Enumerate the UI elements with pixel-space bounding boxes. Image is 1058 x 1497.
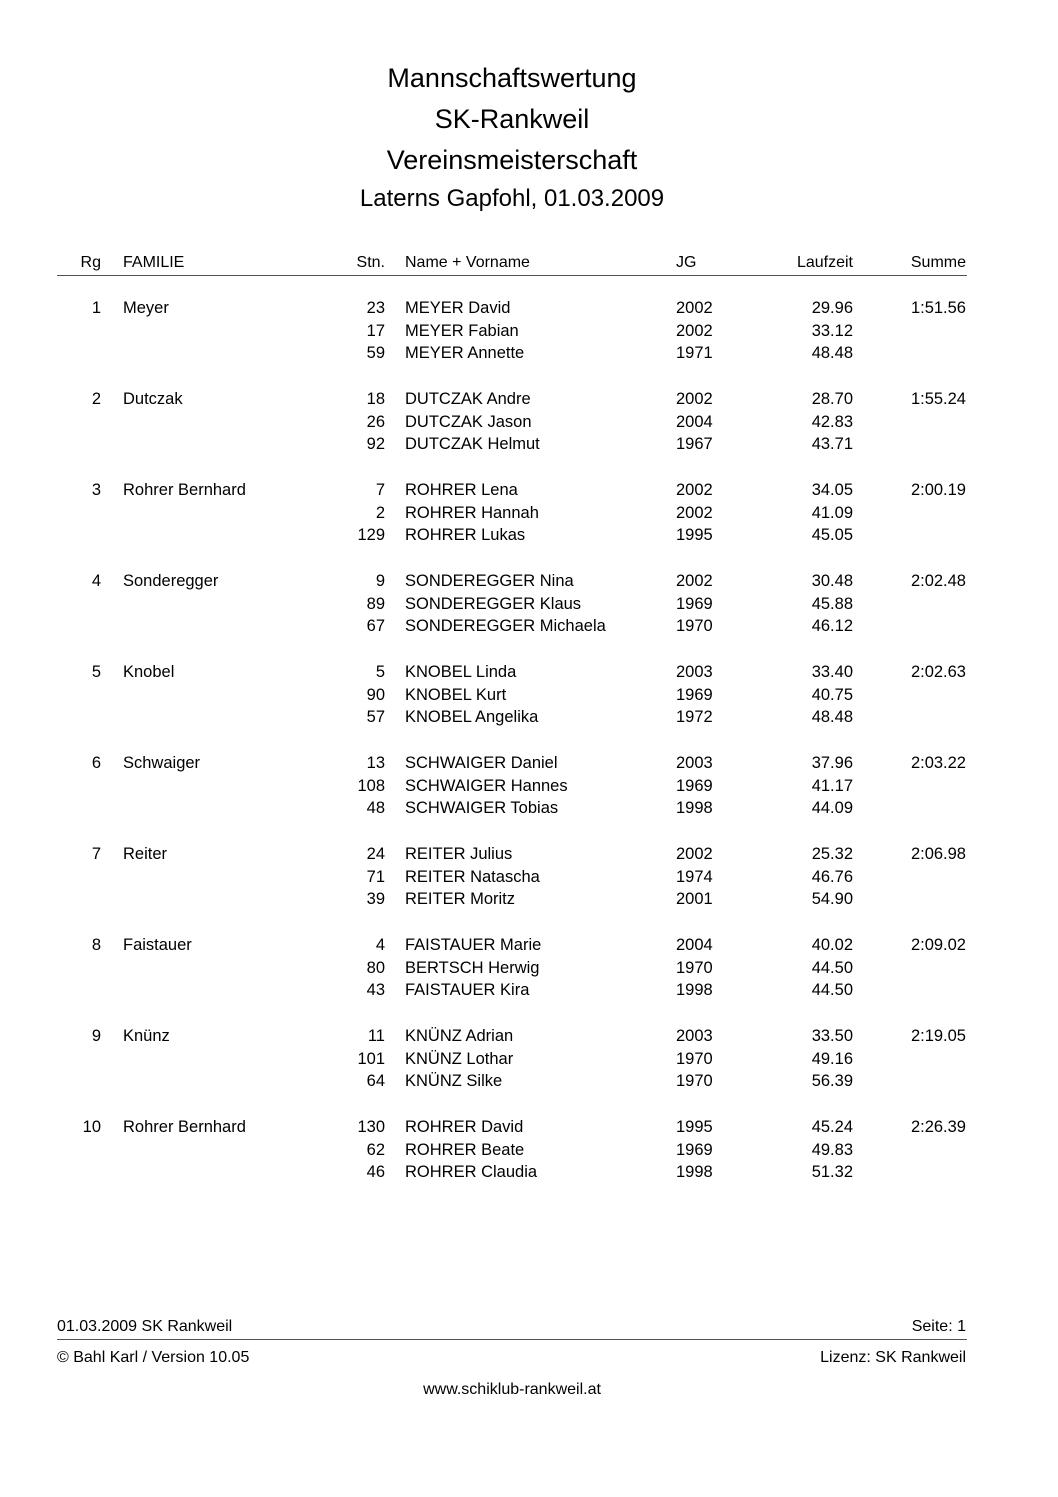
birth-year: 1970	[676, 1049, 713, 1068]
run-time: 43.71	[811, 435, 853, 454]
team-rank: 1	[91, 299, 101, 317]
racer-name: FAISTAUER Kira	[405, 981, 530, 1000]
start-number: 59	[366, 344, 385, 363]
run-time: 54.90	[811, 890, 853, 909]
run-time: 45.05	[811, 526, 853, 545]
header-jg: JG	[676, 254, 697, 271]
start-number: 92	[366, 435, 385, 454]
racer-name: SCHWAIGER Tobias	[405, 799, 559, 818]
birth-year: 1995	[676, 1118, 713, 1136]
table-row	[0, 502, 1058, 524]
start-number: 9	[375, 572, 385, 590]
team-sum: 2:26.39	[910, 1118, 966, 1136]
team-block	[0, 570, 1058, 640]
run-time: 44.09	[811, 799, 853, 818]
table-row	[0, 570, 1058, 592]
table-row	[0, 843, 1058, 865]
start-number: 4	[375, 936, 385, 954]
header-summe: Summe	[910, 254, 966, 271]
table-row	[0, 797, 1058, 819]
birth-year: 1998	[676, 799, 713, 818]
run-time: 48.48	[811, 344, 853, 363]
racer-name: DUTCZAK Helmut	[405, 435, 540, 454]
birth-year: 1970	[676, 617, 713, 636]
birth-year: 1969	[676, 776, 713, 795]
start-number: 39	[366, 890, 385, 909]
racer-name: MEYER Annette	[405, 344, 525, 363]
footer-divider	[57, 1339, 967, 1340]
table-row	[0, 866, 1058, 888]
racer-name: MEYER David	[405, 299, 511, 317]
table-row	[0, 775, 1058, 797]
racer-name: DUTCZAK Jason	[405, 412, 532, 431]
table-row	[0, 479, 1058, 501]
run-time: 29.96	[811, 299, 853, 317]
birth-year: 2004	[676, 936, 713, 954]
team-sum: 2:03.22	[910, 754, 966, 772]
start-number: 26	[366, 412, 385, 431]
start-number: 62	[366, 1140, 385, 1159]
racer-name: REITER Moritz	[405, 890, 516, 909]
table-row	[0, 1048, 1058, 1070]
footer-license: Lizenz: SK Rankweil	[820, 1349, 966, 1366]
birth-year: 1995	[676, 526, 713, 545]
table-row	[0, 1070, 1058, 1092]
start-number: 67	[366, 617, 385, 636]
racer-name: KNÜNZ Silke	[405, 1072, 503, 1091]
racer-name: SCHWAIGER Hannes	[405, 776, 568, 795]
racer-name: SONDEREGGER Klaus	[405, 594, 582, 613]
team-family: Knünz	[123, 1027, 170, 1045]
start-number: 43	[366, 981, 385, 1000]
run-time: 45.88	[811, 594, 853, 613]
table-row	[0, 433, 1058, 455]
birth-year: 1969	[676, 685, 713, 704]
table-row	[0, 342, 1058, 364]
run-time: 49.16	[811, 1049, 853, 1068]
racer-name: ROHRER Beate	[405, 1140, 525, 1159]
team-rank: 5	[91, 663, 101, 681]
title-line-3: Vereinsmeisterschaft	[386, 145, 638, 175]
start-number: 101	[357, 1049, 385, 1068]
table-row	[0, 593, 1058, 615]
start-number: 18	[366, 390, 385, 408]
team-sum: 1:51.56	[910, 299, 966, 317]
start-number: 13	[366, 754, 385, 772]
team-block	[0, 843, 1058, 913]
racer-name: SONDEREGGER Michaela	[405, 617, 606, 636]
racer-name: BERTSCH Herwig	[405, 958, 540, 977]
team-family: Sonderegger	[123, 572, 219, 590]
run-time: 45.24	[811, 1118, 853, 1136]
header-familie: FAMILIE	[123, 254, 185, 271]
team-family: Schwaiger	[123, 754, 201, 772]
team-family: Reiter	[123, 845, 168, 863]
team-block	[0, 934, 1058, 1004]
run-time: 41.09	[811, 503, 853, 522]
header-name: Name + Vorname	[405, 254, 530, 271]
start-number: 57	[366, 708, 385, 727]
team-block	[0, 1025, 1058, 1095]
footer-website: www.schiklub-rankweil.at	[423, 1381, 601, 1398]
team-sum: 2:02.63	[910, 663, 966, 681]
racer-name: DUTCZAK Andre	[405, 390, 531, 408]
header-rg: Rg	[80, 254, 101, 271]
birth-year: 1969	[676, 594, 713, 613]
start-number: 64	[366, 1072, 385, 1091]
birth-year: 1998	[676, 981, 713, 1000]
racer-name: FAISTAUER Marie	[405, 936, 542, 954]
birth-year: 1974	[676, 867, 713, 886]
team-sum: 1:55.24	[910, 390, 966, 408]
table-row	[0, 934, 1058, 956]
run-time: 30.48	[811, 572, 853, 590]
run-time: 48.48	[811, 708, 853, 727]
table-row	[0, 297, 1058, 319]
team-sum: 2:02.48	[910, 572, 966, 590]
run-time: 56.39	[811, 1072, 853, 1091]
team-sum: 2:09.02	[910, 936, 966, 954]
birth-year: 2002	[676, 481, 713, 499]
table-row	[0, 752, 1058, 774]
birth-year: 2003	[676, 663, 713, 681]
team-block	[0, 1116, 1058, 1186]
racer-name: MEYER Fabian	[405, 321, 519, 340]
team-rank: 10	[82, 1118, 101, 1136]
racer-name: SONDEREGGER Nina	[405, 572, 574, 590]
racer-name: KNOBEL Kurt	[405, 685, 507, 704]
table-row	[0, 1161, 1058, 1183]
birth-year: 2002	[676, 845, 713, 863]
start-number: 108	[357, 776, 385, 795]
table-row	[0, 615, 1058, 637]
header-stn: Stn.	[356, 254, 385, 271]
team-family: Meyer	[123, 299, 169, 317]
table-row	[0, 888, 1058, 910]
run-time: 25.32	[811, 845, 853, 863]
birth-year: 2002	[676, 503, 713, 522]
table-row	[0, 1139, 1058, 1161]
team-rank: 6	[91, 754, 101, 772]
run-time: 49.83	[811, 1140, 853, 1159]
start-number: 129	[357, 526, 385, 545]
racer-name: ROHRER Lena	[405, 481, 518, 499]
start-number: 89	[366, 594, 385, 613]
table-row	[0, 684, 1058, 706]
team-block	[0, 297, 1058, 367]
team-rank: 2	[91, 390, 101, 408]
team-family: Rohrer Bernhard	[123, 1118, 246, 1136]
run-time: 46.12	[811, 617, 853, 636]
team-sum: 2:06.98	[910, 845, 966, 863]
team-block	[0, 388, 1058, 458]
birth-year: 2002	[676, 572, 713, 590]
run-time: 33.40	[811, 663, 853, 681]
birth-year: 1970	[676, 1072, 713, 1091]
run-time: 34.05	[811, 481, 853, 499]
racer-name: ROHRER David	[405, 1118, 524, 1136]
start-number: 130	[357, 1118, 385, 1136]
team-sum: 2:19.05	[910, 1027, 966, 1045]
racer-name: REITER Natascha	[405, 867, 540, 886]
start-number: 2	[375, 503, 385, 522]
run-time: 46.76	[811, 867, 853, 886]
start-number: 5	[375, 663, 385, 681]
run-time: 40.75	[811, 685, 853, 704]
start-number: 46	[366, 1163, 385, 1182]
title-line-2: SK-Rankweil	[434, 104, 590, 134]
birth-year: 1967	[676, 435, 713, 454]
birth-year: 2001	[676, 890, 713, 909]
team-family: Dutczak	[123, 390, 183, 408]
team-rank: 7	[91, 845, 101, 863]
racer-name: SCHWAIGER Daniel	[405, 754, 558, 772]
start-number: 11	[367, 1027, 385, 1045]
team-sum: 2:00.19	[910, 481, 966, 499]
header-laufzeit: Laufzeit	[796, 254, 853, 271]
team-rank: 4	[91, 572, 101, 590]
birth-year: 1972	[676, 708, 713, 727]
table-row	[0, 524, 1058, 546]
birth-year: 1970	[676, 958, 713, 977]
table-row	[0, 388, 1058, 410]
footer-copyright: © Bahl Karl / Version 10.05	[57, 1349, 250, 1366]
start-number: 48	[366, 799, 385, 818]
team-block	[0, 661, 1058, 731]
footer-page: Seite: 1	[911, 1318, 966, 1335]
table-row	[0, 1025, 1058, 1047]
team-rank: 8	[91, 936, 101, 954]
team-rank: 9	[91, 1027, 101, 1045]
run-time: 40.02	[811, 936, 853, 954]
start-number: 80	[366, 958, 385, 977]
start-number: 7	[375, 481, 385, 499]
birth-year: 2003	[676, 754, 713, 772]
run-time: 51.32	[811, 1163, 853, 1182]
run-time: 33.12	[811, 321, 853, 340]
racer-name: ROHRER Lukas	[405, 526, 526, 545]
team-family: Knobel	[123, 663, 175, 681]
racer-name: KNÜNZ Lothar	[405, 1049, 514, 1068]
birth-year: 2003	[676, 1027, 713, 1045]
team-family: Faistauer	[123, 936, 192, 954]
start-number: 71	[366, 867, 385, 886]
racer-name: KNOBEL Angelika	[405, 708, 539, 727]
birth-year: 2002	[676, 321, 713, 340]
birth-year: 2004	[676, 412, 713, 431]
racer-name: ROHRER Hannah	[405, 503, 539, 522]
racer-name: REITER Julius	[405, 845, 513, 863]
birth-year: 1969	[676, 1140, 713, 1159]
run-time: 37.96	[811, 754, 853, 772]
start-number: 23	[366, 299, 385, 317]
table-row	[0, 706, 1058, 728]
footer-date-club: 01.03.2009 SK Rankweil	[57, 1318, 233, 1335]
table-row	[0, 1116, 1058, 1138]
run-time: 44.50	[811, 981, 853, 1000]
birth-year: 1971	[676, 344, 713, 363]
run-time: 33.50	[811, 1027, 853, 1045]
birth-year: 2002	[676, 390, 713, 408]
table-row	[0, 661, 1058, 683]
racer-name: KNOBEL Linda	[405, 663, 517, 681]
table-row	[0, 320, 1058, 342]
start-number: 90	[366, 685, 385, 704]
table-row	[0, 411, 1058, 433]
title-line-1: Mannschaftswertung	[387, 63, 637, 93]
run-time: 41.17	[811, 776, 853, 795]
table-row	[0, 979, 1058, 1001]
team-family: Rohrer Bernhard	[123, 481, 246, 499]
team-rank: 3	[91, 481, 101, 499]
run-time: 28.70	[811, 390, 853, 408]
table-row	[0, 957, 1058, 979]
title-line-4: Laterns Gapfohl, 01.03.2009	[359, 185, 665, 212]
start-number: 24	[366, 845, 385, 863]
birth-year: 2002	[676, 299, 713, 317]
birth-year: 1998	[676, 1163, 713, 1182]
team-block	[0, 479, 1058, 549]
team-block	[0, 752, 1058, 822]
run-time: 42.83	[811, 412, 853, 431]
racer-name: KNÜNZ Adrian	[405, 1027, 514, 1045]
start-number: 17	[366, 321, 385, 340]
racer-name: ROHRER Claudia	[405, 1163, 538, 1182]
run-time: 44.50	[811, 958, 853, 977]
